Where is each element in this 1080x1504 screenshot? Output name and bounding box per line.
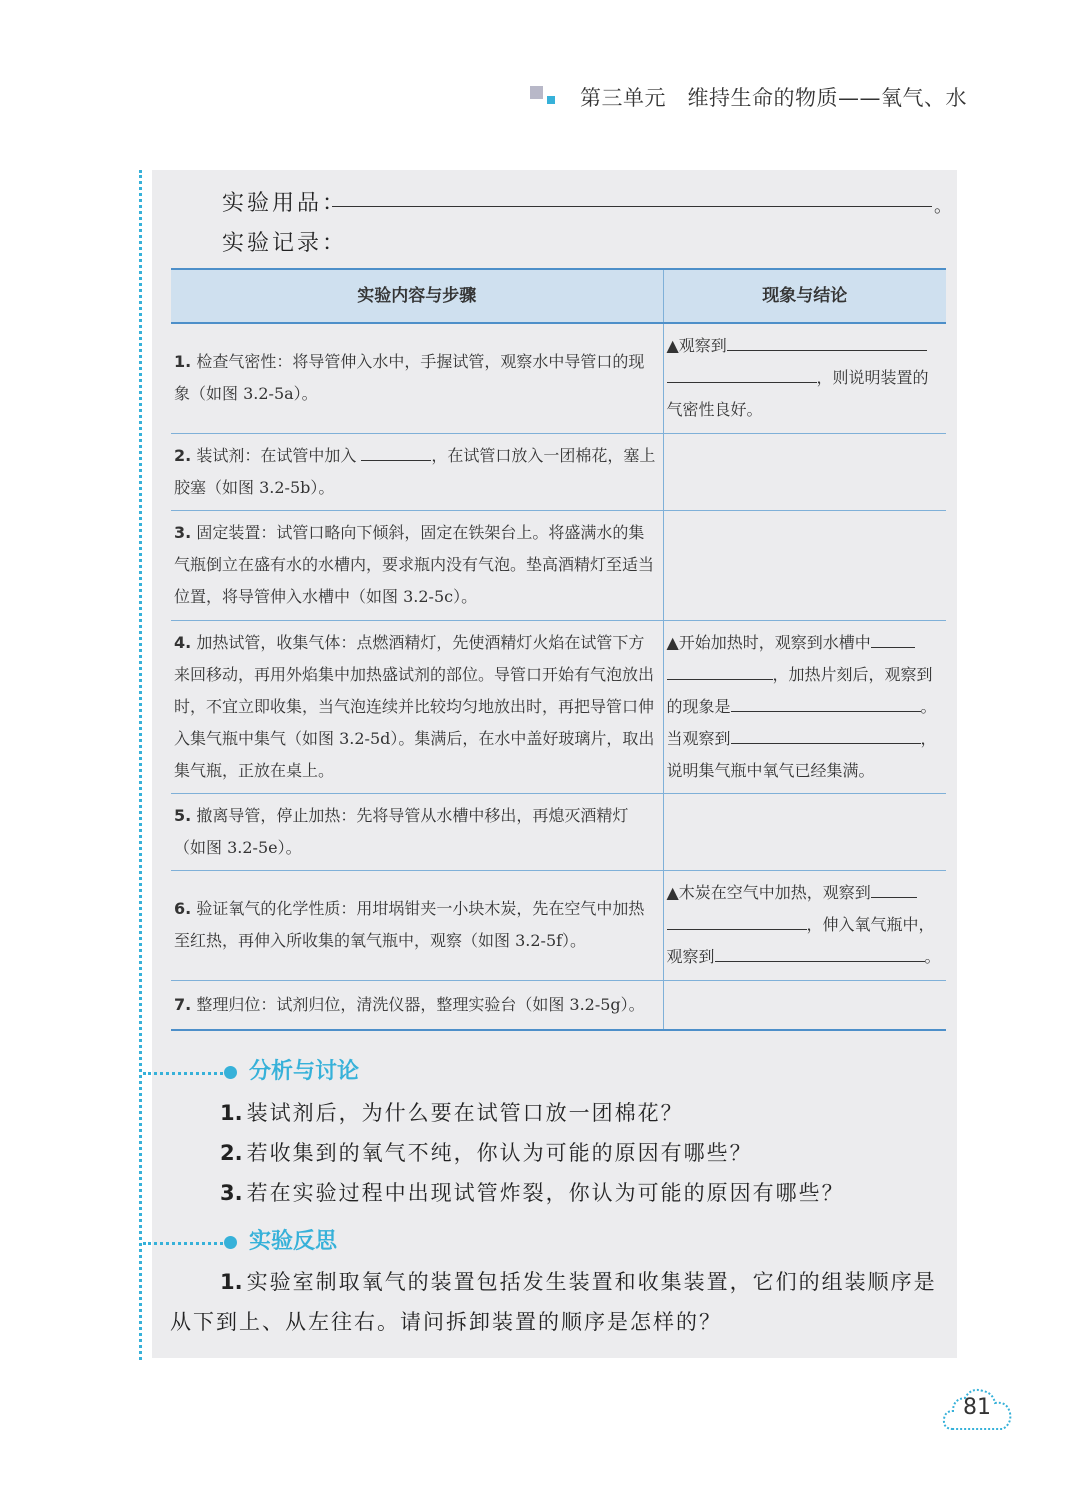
question-number: 1.: [220, 1101, 243, 1125]
obs-text: ▲开始加热时，观察到水槽中: [666, 632, 871, 652]
step-cell: [171, 510, 663, 620]
step-cell: [171, 980, 663, 1030]
obs-text: ▲木炭在空气中加热，观察到: [666, 883, 871, 902]
step-number: 1.: [174, 352, 192, 372]
question-number: 1.: [220, 1270, 243, 1294]
table-row: [171, 980, 946, 1030]
question-text: 若收集到的氧气不纯，你认为可能的原因有哪些？: [246, 1141, 753, 1165]
analysis-question: [220, 1137, 753, 1167]
running-header: [530, 82, 967, 116]
dotted-leader: [143, 1242, 223, 1245]
analysis-question: [220, 1177, 845, 1207]
chapter-title: 第三单元 维持生命的物质——氧气、水: [580, 86, 967, 110]
header-observations: 现象与结论: [663, 269, 946, 323]
obs-text: 说明集气瓶中氧气已经集满。: [666, 760, 875, 780]
reflection-question: [170, 1262, 950, 1342]
step-text: 整理归位：试剂归位，清洗仪器，整理实验台（如图 3.2-5g）。: [196, 994, 645, 1014]
experiment-record-table: [171, 268, 946, 1031]
step-cell: [171, 620, 663, 793]
question-number: 2.: [220, 1141, 243, 1165]
question-text: 装试剂后，为什么要在试管口放一团棉花？: [246, 1101, 684, 1125]
obs-text: 气密性良好。: [666, 400, 763, 420]
header-small-square-icon: [547, 96, 555, 104]
step-cell: [171, 870, 663, 980]
table-row: [171, 323, 946, 433]
page-number-badge: [941, 1385, 1013, 1433]
table-row: [171, 870, 946, 980]
record-label: 实验记录：: [222, 231, 348, 256]
step-number: 5.: [174, 805, 192, 825]
obs-text: 的现象是: [666, 696, 731, 716]
obs-text: ▲观察到: [666, 336, 727, 356]
obs-text: ，加热片刻后，观察到: [772, 664, 933, 684]
reflection-title: 实验反思: [249, 1229, 338, 1254]
step-text: 验证氧气的化学性质：用坩埚钳夹一小块木炭，先在空气中加热至红热，再伸入所收集的氧气瓶中，观察（如图 3.2-5f）。: [174, 899, 645, 950]
table-header-row: [171, 269, 946, 323]
table-row: [171, 510, 946, 620]
step-number: 6.: [174, 899, 192, 918]
analysis-question: [220, 1097, 684, 1127]
materials-period: 。: [934, 196, 952, 217]
observation-cell: ▲木炭在空气中加热，观察到 ，伸入氧气瓶中， 观察到 。: [663, 870, 946, 980]
observation-cell: [663, 510, 946, 620]
header-steps: 实验内容与步骤: [171, 269, 663, 323]
step-cell: [171, 793, 663, 870]
table-row: [171, 433, 946, 510]
answer-blank[interactable]: [667, 368, 817, 383]
page-number: 81: [963, 1395, 991, 1420]
step-text: 固定装置：试管口略向下倾斜，固定在铁架台上。将盛满水的集气瓶倒立在盛有水的水槽内，要求瓶内没有气泡。垫高酒精灯至适当位置，将导管伸入水槽中（如图 3.2-5c）。: [174, 523, 655, 606]
obs-text: ，伸入氧气瓶中，: [806, 915, 935, 934]
materials-label: 实验用品：: [222, 191, 348, 216]
answer-blank[interactable]: [361, 446, 431, 461]
observation-cell: [663, 793, 946, 870]
obs-text: 当观察到: [666, 728, 731, 748]
observation-cell: [663, 323, 946, 433]
answer-blank[interactable]: [731, 729, 921, 744]
obs-text: ，则说明装置的: [816, 368, 929, 388]
table-row: [171, 793, 946, 870]
step-text: 装试剂：在试管中加入: [196, 445, 357, 465]
bullet-dot-icon: [224, 1066, 237, 1079]
question-text: 实验室制取氧气的装置包括发生装置和收集装置，它们的组装顺序是从下到上、从左往右。请问拆卸装置的顺序是怎样的？: [170, 1270, 937, 1334]
question-number: 3.: [220, 1181, 243, 1205]
answer-blank[interactable]: [871, 883, 917, 898]
answer-blank[interactable]: [727, 336, 927, 351]
step-number: 3.: [174, 523, 192, 542]
step-number: 2.: [174, 445, 192, 465]
dotted-margin-line: [139, 170, 142, 1360]
step-number: 7.: [174, 994, 192, 1014]
question-text: 若在实验过程中出现试管炸裂，你认为可能的原因有哪些？: [246, 1181, 845, 1205]
observation-cell: ▲开始加热时，观察到水槽中 ，加热片刻后，观察到 的现象是 。 当观察到 ， 说明集气瓶中氧气已经集满。: [663, 620, 946, 793]
answer-blank[interactable]: [871, 633, 915, 648]
step-cell: [171, 433, 663, 510]
observation-cell: [663, 980, 946, 1030]
answer-blank[interactable]: [667, 665, 773, 680]
observation-cell: [663, 433, 946, 510]
materials-blank[interactable]: [332, 206, 932, 207]
step-number: 4.: [174, 632, 192, 652]
header-square-icon: [530, 86, 543, 99]
answer-blank[interactable]: [731, 697, 921, 712]
answer-blank[interactable]: [667, 915, 807, 930]
step-cell: [171, 323, 663, 433]
obs-text: 观察到: [666, 947, 715, 966]
answer-blank[interactable]: [715, 947, 925, 962]
step-text: 加热试管，收集气体：点燃酒精灯，先使酒精灯火焰在试管下方来回移动，再用外焰集中加热盛试剂的部位。导管口开始有气泡放出时，不宜立即收集，当气泡连续并比较均匀地放出时，再把导管口伸入集气瓶中集气（如图 3.2-5d）。集满后，在水中盖好玻璃片，取出集气瓶，正放在桌上。: [174, 632, 655, 780]
step-text: ，在试管口放入一团棉花，塞上胶塞（如图 3.2-5b）。: [174, 445, 656, 497]
dotted-leader: [143, 1072, 223, 1075]
bullet-dot-icon: [224, 1236, 237, 1249]
table-row: [171, 620, 946, 793]
step-text: 撤离导管，停止加热：先将导管从水槽中移出，再熄灭酒精灯（如图 3.2-5e）。: [174, 805, 629, 857]
step-text: 检查气密性：将导管伸入水中，手握试管，观察水中导管口的现象（如图 3.2-5a）。: [174, 352, 645, 404]
analysis-title: 分析与讨论: [249, 1059, 360, 1084]
